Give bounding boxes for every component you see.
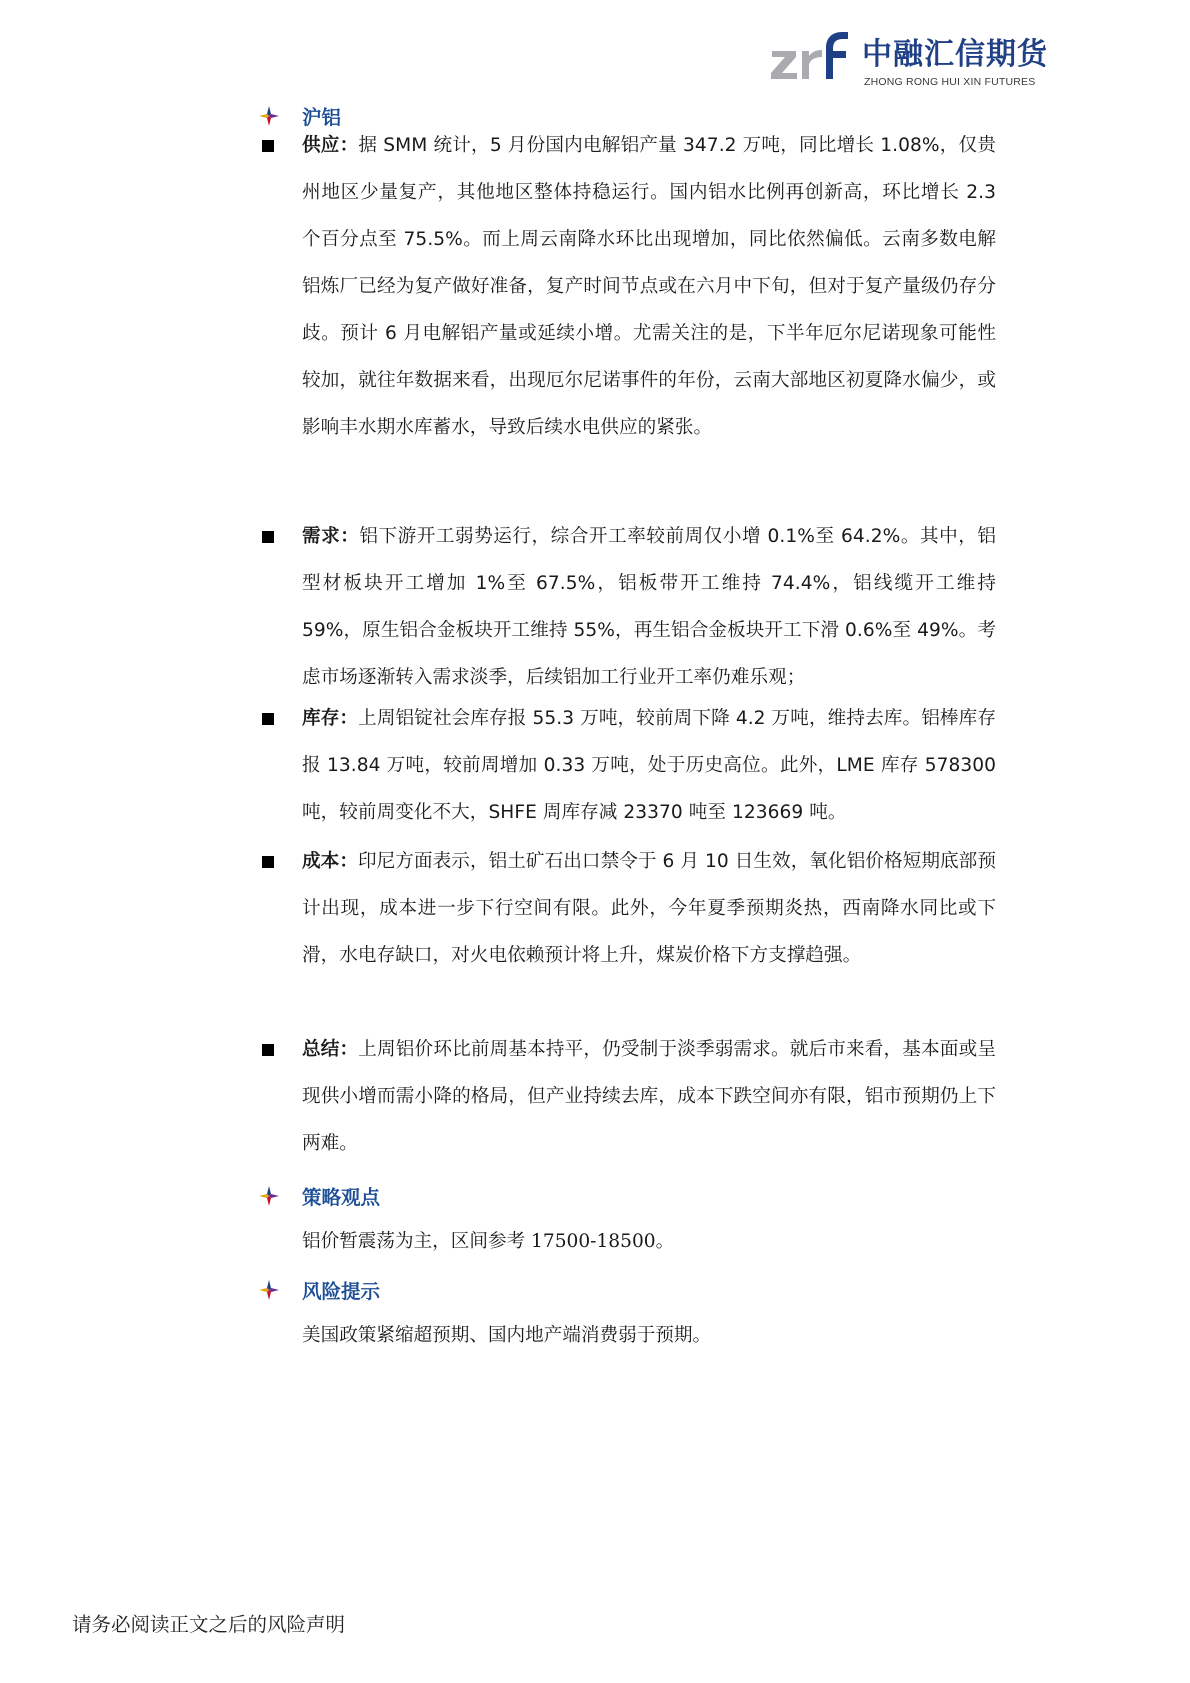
square-bullet-icon [262, 140, 274, 152]
logo-english-name: ZHONG RONG HUI XIN FUTURES [864, 76, 1036, 88]
compass-star-icon [258, 1279, 280, 1301]
demand-text: 铝下游开工弱势运行，综合开工率较前周仅小增 0.1%至 64.2%。其中，铝型材板块开工增加 1%至 67.5%，铝板带开工维持 74.4%，铝线缆开工维持 59%，原生铝合金板块开工维持 55%，再生铝合金板块开工下滑 0.6%至 49%。考虑市场逐渐转入需求淡季，后续铝加工行业开工率仍难乐观； [302, 526, 996, 688]
cost-text: 印尼方面表示，铝土矿石出口禁令于 6 月 10 日生效，氧化铝价格短期底部预计出现，成本进一步下行空间有限。此外，今年夏季预期炎热，西南降水同比或下滑，水电存缺口，对火电依赖预计将上升，煤炭价格下方支撑趋强。 [302, 851, 996, 966]
logo-chinese-name: 中融汇信期货 [862, 37, 1048, 72]
supply-text: 据 SMM 统计，5 月份国内电解铝产量 347.2 万吨，同比增长 1.08%，仅贵州地区少量复产，其他地区整体持稳运行。国内铝水比例再创新高，环比增长 2.3 个百分点至 75.5%。而上周云南降水环比出现增加，同比依然偏低。云南多数电解铝炼厂已经为复产做好准备，复产时间节点或在六月中下旬，但对于复产量级仍存分歧。预计 6 月电解铝产量或延续小增。尤需关注的是，下半年厄尔尼诺现象可能性较加，就往年数据来看，出现厄尔尼诺事件的年份，云南大部地区初夏降水偏少，或影响丰水期水库蓄水，导致后续水电供应的紧张。 [302, 135, 996, 438]
inventory-paragraph [302, 695, 996, 836]
square-bullet-icon [262, 713, 274, 725]
summary-label: 总结： [302, 1039, 359, 1060]
compass-star-icon [258, 1185, 280, 1207]
inventory-label: 库存： [302, 708, 359, 729]
square-bullet-icon [262, 1044, 274, 1056]
zrf-logo-icon [770, 28, 862, 90]
cost-label: 成本： [302, 851, 358, 872]
risk-title: 风险提示 [302, 1280, 381, 1303]
company-logo [770, 28, 1050, 90]
square-bullet-icon [262, 856, 274, 868]
summary-paragraph [302, 1026, 996, 1167]
risk-text: 美国政策紧缩超预期、国内地产端消费弱于预期。 [302, 1325, 712, 1346]
cost-paragraph [302, 838, 996, 979]
supply-paragraph [302, 122, 996, 451]
demand-paragraph [302, 513, 996, 701]
section-title: 沪铝 [302, 106, 342, 129]
inventory-text: 上周铝锭社会库存报 55.3 万吨，较前周下降 4.2 万吨，维持去库。铝棒库存报 13.84 万吨，较前周增加 0.33 万吨，处于历史高位。此外，LME 库存 578300 吨，较前周变化不大，SHFE 周库存减 23370 吨至 123669 吨。 [302, 708, 996, 823]
strategy-title: 策略观点 [302, 1186, 381, 1209]
risk-disclaimer-footer: 请务必阅读正文之后的风险声明 [72, 1613, 346, 1636]
supply-label: 供应： [302, 135, 359, 156]
demand-label: 需求： [302, 526, 360, 547]
section-heading-risk [258, 1275, 380, 1305]
compass-star-icon [258, 105, 280, 127]
section-heading-strategy [258, 1181, 380, 1211]
square-bullet-icon [262, 531, 274, 543]
strategy-text: 铝价暂震荡为主，区间参考 17500-18500。 [302, 1231, 675, 1252]
summary-text: 上周铝价环比前周基本持平，仍受制于淡季弱需求。就后市来看，基本面或呈现供小增而需小降的格局，但产业持续去库，成本下跌空间亦有限，铝市预期仍上下两难。 [302, 1039, 996, 1154]
